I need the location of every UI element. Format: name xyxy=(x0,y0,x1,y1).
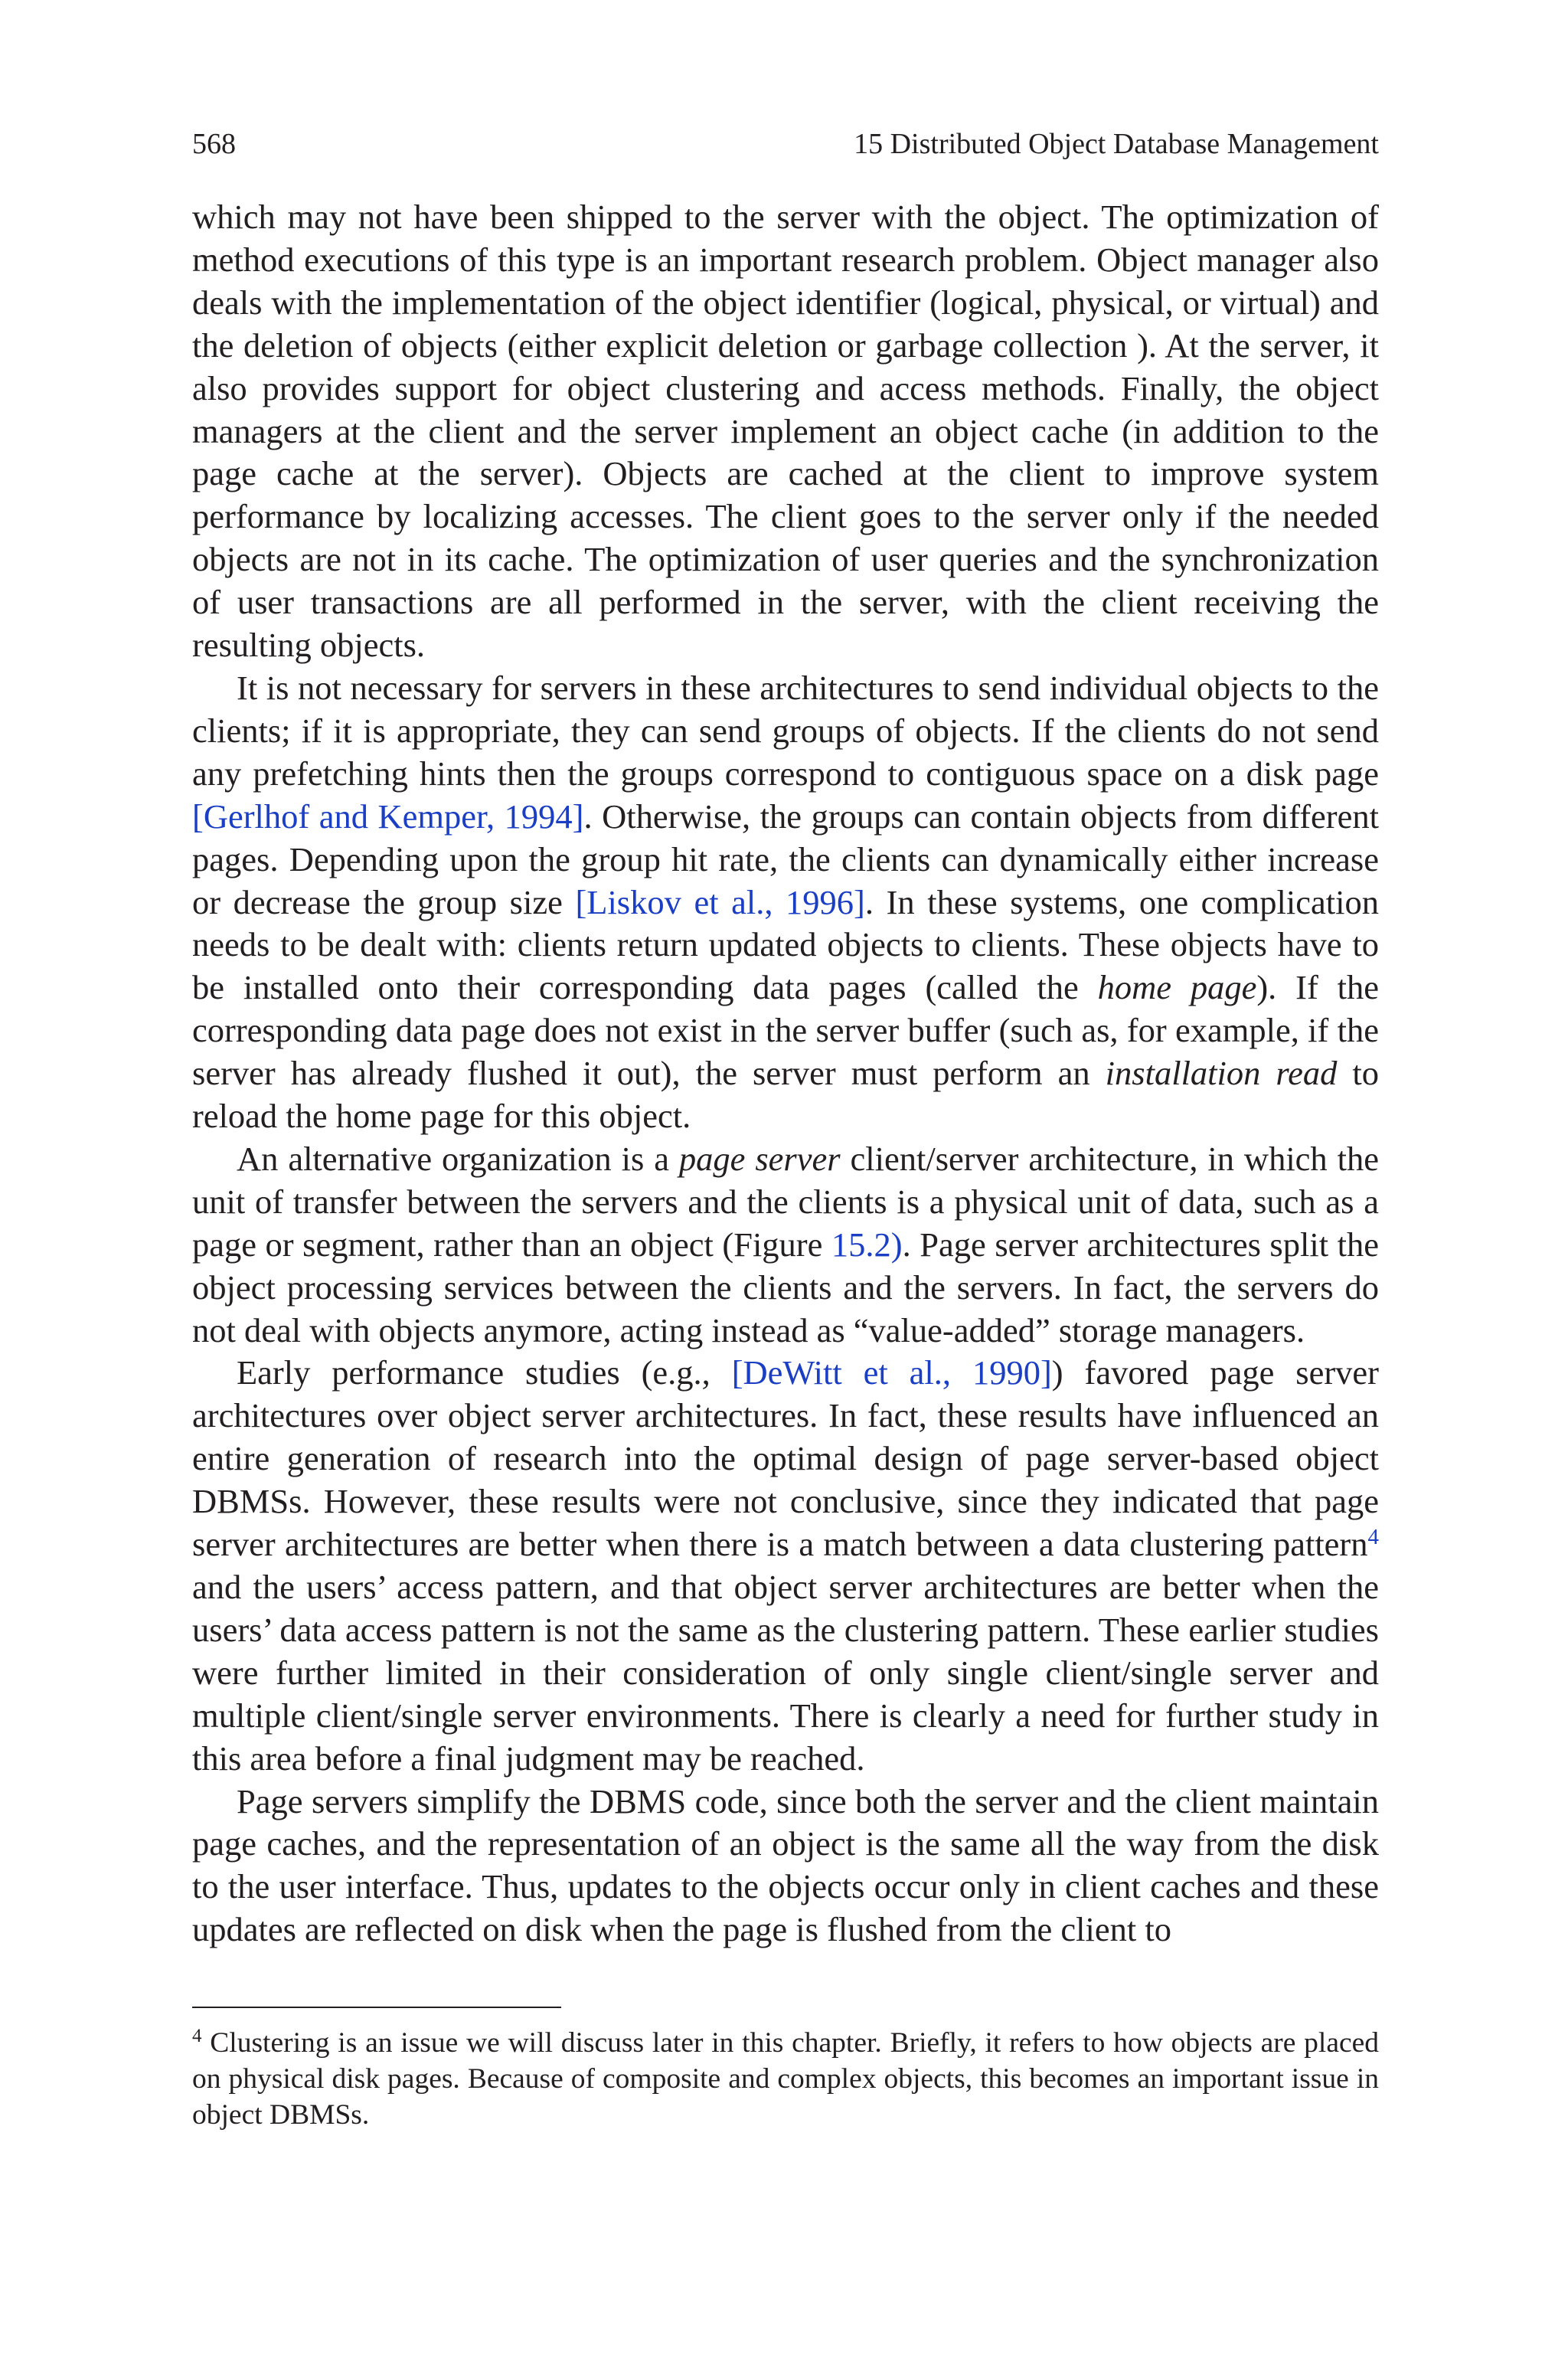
footnote-text: Clustering is an issue we will discuss later in this chapter. Briefly, it refers to how objects are placed on physical disk pages. Because of composite and complex objects, this becomes an important issue in object DBMSs. xyxy=(192,2027,1379,2131)
text-span: . Otherwise, the groups can contain objects from different pages. Depending upon the group hit rate, the clients can dynamically either increase or decrease the group size xyxy=(192,796,1379,921)
text-span: ). If the corresponding data page does not exist in the server buffer (such as, for example, if the server has already flushed it out), the server must perform an xyxy=(192,968,1380,1093)
text-span: to reload the home page for this object. xyxy=(192,1054,1379,1136)
footnote-reference-4[interactable]: 4 xyxy=(1367,1525,1379,1550)
citation-liskov-1996[interactable]: [Liskov et al., 1996] xyxy=(575,882,865,921)
citation-dewitt-1990[interactable]: [DeWitt et al., 1990] xyxy=(731,1353,1052,1392)
term-installation-read: installation read xyxy=(1105,1054,1338,1093)
citation-gerlhof-kemper-1994[interactable]: [Gerlhof and Kemper, 1994] xyxy=(192,796,584,836)
body-text xyxy=(192,196,1379,1951)
footnote-4 xyxy=(192,2025,1379,2133)
paragraph-5 xyxy=(192,1781,1379,1952)
running-head: 15 Distributed Object Database Management xyxy=(854,128,1379,160)
figure-reference-15-2[interactable]: 15.2) xyxy=(831,1225,903,1264)
text-span: It is not necessary for servers in these architectures to send individual objects to the clients; if it is appropriate, they can send groups of objects. If the clients do not send any prefetching hints then the groups correspond to contiguous space on a disk page xyxy=(192,668,1379,793)
text-span: Early performance studies (e.g., xyxy=(237,1353,732,1392)
footnote-marker: 4 xyxy=(192,2026,202,2046)
page-number: 568 xyxy=(192,128,236,160)
paragraph-2 xyxy=(192,667,1379,1138)
term-page-server: page server xyxy=(678,1139,841,1178)
page-header xyxy=(192,125,1379,163)
text-span: ) favored page server architectures over object server architectures. In fact, these results have influenced an entire generation of research into the optimal design of page server-based object DBMSs. However, these results were not conclusive, since they indicated that page server architectures are better when there is a match between a data clustering pattern xyxy=(192,1353,1379,1564)
text-span: which may not have been shipped to the server with the object. The optimization of method executions of this type is an important research problem. Object manager also deals with the implementation of the object identifier (logical, physical, or virtual) and the deletion of objects (either explicit deletion or garbage collection ). At the server, it also provides support for object clustering and access methods. Finally, the object managers at the client and the server implement an object cache (in addition to the page cache at the server). Objects are cached at the client to improve system performance by localizing accesses. The client goes to the server only if the needed objects are not in its cache. The optimization of user queries and the synchronization of user transactions are all performed in the server, with the client receiving the resulting objects. xyxy=(192,198,1379,665)
paragraph-4 xyxy=(192,1352,1379,1780)
text-span: client/server architecture, in which the unit of transfer between the servers and the clients is a physical unit of data, such as a page or segment, rather than an object (Figure xyxy=(192,1139,1379,1264)
text-span: and the users’ access pattern, and that object server architectures are better when the users’ data access pattern is not the same as the clustering pattern. These earlier studies were further limited in their consideration of only single client/single server and multiple client/single server environments. There is clearly a need for further study in this area before a final judgment may be reached. xyxy=(192,1568,1379,1778)
footnote-rule xyxy=(192,2007,561,2008)
paragraph-1 xyxy=(192,196,1379,667)
text-span: . Page server architectures split the object processing services between the clients and the servers. In fact, the servers do not deal with objects anymore, acting instead as “value-added” storage managers. xyxy=(192,1225,1379,1349)
text-span: . In these systems, one complication needs to be dealt with: clients return updated objects to clients. These objects have to be installed onto their corresponding data pages (called the xyxy=(192,882,1379,1007)
term-home-page: home page xyxy=(1097,968,1257,1007)
text-span: Page servers simplify the DBMS code, since both the server and the client maintain page caches, and the representation of an object is the same all the way from the disk to the user interface. Thus, updates to the objects occur only in client caches and these updates are reflected on disk when the page is flushed from the client to xyxy=(192,1781,1379,1949)
paragraph-3 xyxy=(192,1138,1379,1353)
text-span: An alternative organization is a xyxy=(237,1139,679,1178)
